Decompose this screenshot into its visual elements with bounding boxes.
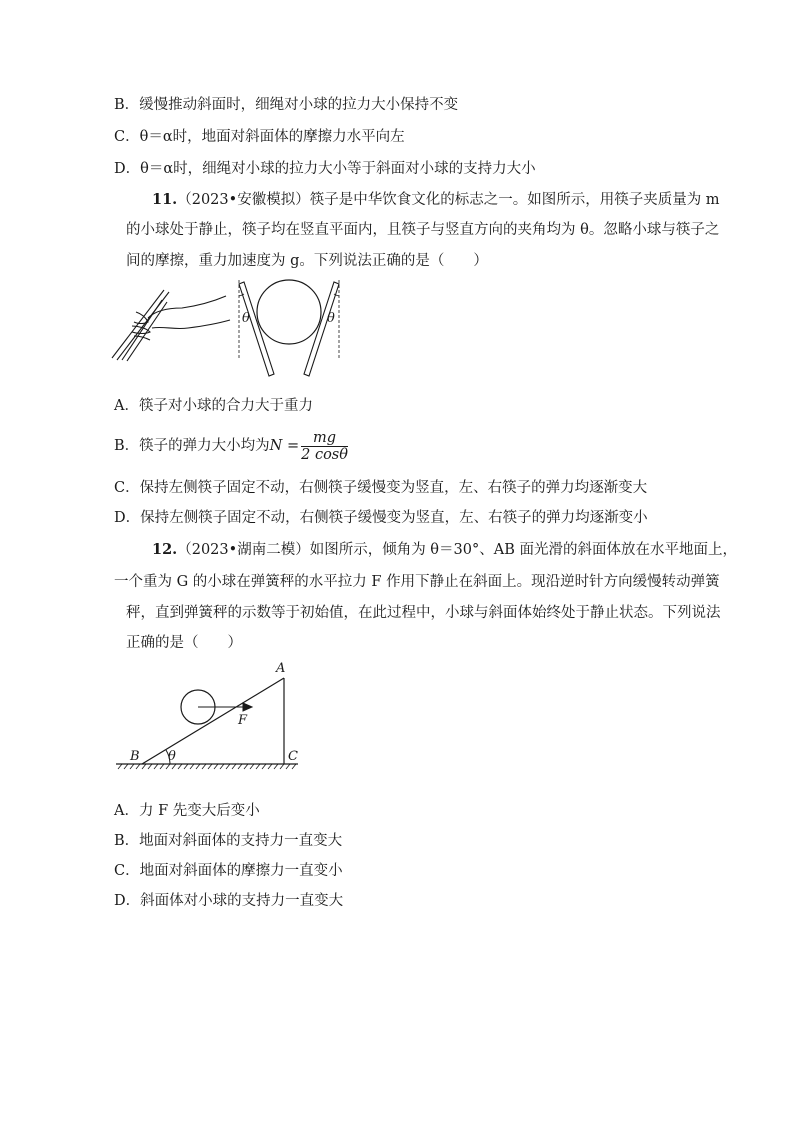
prev-option-c: C．θ＝α时，地面对斜面体的摩擦力水平向左 (114, 129, 405, 145)
prev-option-d: D．θ＝α时，细绳对小球的拉力大小等于斜面对小球的支持力大小 (114, 161, 536, 177)
q11-option-a: A．筷子对小球的合力大于重力 (114, 398, 313, 414)
q11-source: （2023•安徽模拟） (177, 192, 310, 208)
incline-theta-label: θ (168, 749, 176, 764)
point-b-label: B (130, 749, 140, 764)
q12-source: （2023•湖南二模） (177, 542, 310, 558)
q12-option-d: D．斜面体对小球的支持力一直变大 (114, 893, 344, 909)
q12-stem-line-4: 正确的是（ ） (126, 635, 242, 651)
force-f-arrow (198, 703, 252, 711)
point-a-label: A (276, 661, 286, 676)
ground-hatching (118, 764, 296, 769)
q12-option-c: C．地面对斜面体的摩擦力一直变小 (114, 863, 343, 879)
q12-option-b: B．地面对斜面体的支持力一直变大 (114, 833, 343, 849)
q11-number: 11. (152, 191, 178, 208)
ball-between-chopsticks (239, 280, 339, 376)
prev-option-b: B．缓慢推动斜面时，细绳对小球的拉力大小保持不变 (114, 97, 459, 113)
force-f-label: F (238, 713, 248, 728)
right-theta-label: θ (327, 311, 335, 326)
q12-stem-line-2: 一个重为 G 的小球在弹簧秤的水平拉力 F 作用下静止在斜面上。现沿逆时针方向缓慢转动弹簧 (114, 574, 720, 590)
q11-formula-fraction: $\frac{mg}{2 \cos\theta}$ (301, 429, 348, 463)
q11-formula-lhs: N = (269, 438, 300, 454)
q12-option-a: A．力 F 先变大后变小 (114, 803, 260, 819)
q11-stem-line-3: 间的摩擦，重力加速度为 g。下列说法正确的是（ ） (126, 253, 488, 269)
q12-stem-line-1: 12.（2023•湖南二模）如图所示，倾角为 θ＝30°、AB 面光滑的斜面体放在水平地面上， (152, 541, 737, 558)
q11-chopsticks-figure (108, 278, 358, 378)
point-c-label: C (288, 749, 298, 764)
hand-with-chopsticks-drawing (112, 290, 230, 361)
q12-incline-figure (112, 656, 302, 776)
q11-stem-line-1: 11.（2023•安徽模拟）筷子是中华饮食文化的标志之一。如图所示，用筷子夹质量为 m (152, 191, 720, 208)
q11-option-d: D．保持左侧筷子固定不动，右侧筷子缓慢变为竖直，左、右筷子的弹力均逐渐变小 (114, 510, 648, 526)
q11-option-c: C．保持左侧筷子固定不动，右侧筷子缓慢变为竖直，左、右筷子的弹力均逐渐变大 (114, 480, 648, 496)
q12-stem-line-3: 秤，直到弹簧秤的示数等于初始值，在此过程中，小球与斜面体始终处于静止状态。下列说法 (126, 605, 721, 621)
q11-stem-line-2: 的小球处于静止，筷子均在竖直平面内，且筷子与竖直方向的夹角均为 θ。忽略小球与筷子之 (126, 222, 720, 238)
left-theta-label: θ (242, 311, 250, 326)
q11-option-b: B．筷子的弹力大小均为N = $\frac{mg}{2 \cos\theta}$ (114, 429, 348, 463)
q12-number: 12. (152, 541, 178, 558)
